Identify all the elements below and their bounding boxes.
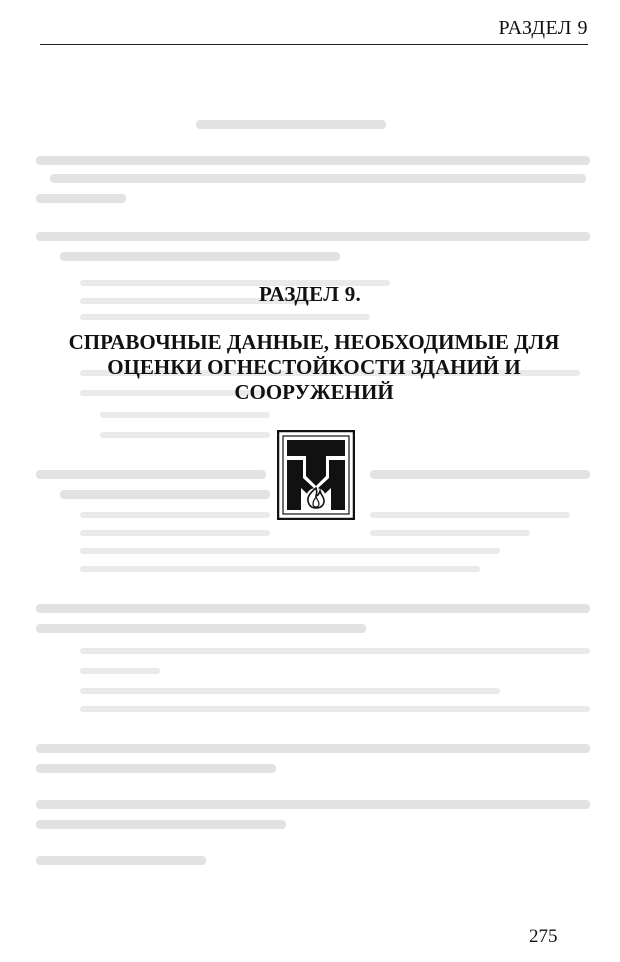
page-number: 275 xyxy=(529,926,558,947)
section-title-line-1: СПРАВОЧНЫЕ ДАННЫЕ, НЕОБХОДИМЫЕ ДЛЯ xyxy=(68,330,560,354)
section-title-line-3: СООРУЖЕНИЙ xyxy=(234,380,394,404)
section-title-line-2: ОЦЕНКИ ОГНЕСТОЙКОСТИ ЗДАНИЙ И xyxy=(107,355,521,379)
fire-safety-emblem-icon xyxy=(277,430,355,520)
section-title xyxy=(40,330,588,405)
running-header xyxy=(40,14,588,45)
running-header-title: РАЗДЕЛ 9 xyxy=(498,17,588,39)
section-label: РАЗДЕЛ 9. xyxy=(258,282,362,306)
